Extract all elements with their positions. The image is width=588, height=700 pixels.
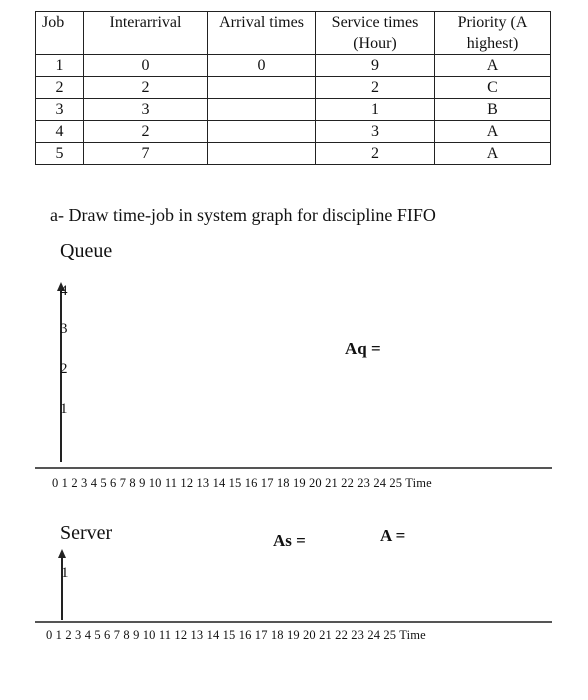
server-y-label: 1	[61, 565, 69, 581]
queue-y-label: 2	[60, 361, 68, 377]
cell-priority: A	[435, 143, 551, 165]
queue-y-label: 1	[60, 401, 68, 417]
queue-annotation-aq: Aq =	[345, 339, 381, 358]
header-job: Job	[36, 12, 84, 55]
table-row	[36, 143, 551, 165]
queue-x-axis	[35, 467, 552, 469]
header-service-times: Service times (Hour)	[316, 12, 435, 55]
table-row	[36, 55, 551, 77]
cell-service: 9	[316, 55, 435, 77]
cell-arrival	[208, 77, 316, 99]
cell-interarrival: 2	[84, 77, 208, 99]
cell-service: 1	[316, 99, 435, 121]
table-row	[36, 121, 551, 143]
cell-interarrival: 7	[84, 143, 208, 165]
header-arrival-times: Arrival times	[208, 12, 316, 55]
cell-service: 2	[316, 143, 435, 165]
cell-arrival	[208, 121, 316, 143]
cell-job: 1	[36, 55, 84, 77]
cell-job: 4	[36, 121, 84, 143]
cell-job: 2	[36, 77, 84, 99]
server-x-tick-labels: 0 1 2 3 4 5 6 7 8 9 10 11 12 13 14 15 16 17 18 19 20 21 22 23 24 25 Time	[46, 628, 426, 642]
cell-priority: A	[435, 121, 551, 143]
server-annotation-a: A =	[380, 526, 406, 545]
cell-service: 2	[316, 77, 435, 99]
cell-job: 3	[36, 99, 84, 121]
cell-priority: C	[435, 77, 551, 99]
question-text: a- Draw time-job in system graph for discipline FIFO	[50, 205, 436, 225]
cell-priority: B	[435, 99, 551, 121]
server-graph-title: Server	[60, 522, 113, 544]
server-x-axis	[35, 621, 552, 623]
job-table	[35, 11, 551, 165]
header-priority: Priority (A highest)	[435, 12, 551, 55]
table-row	[36, 77, 551, 99]
cell-priority: A	[435, 55, 551, 77]
table-row	[36, 99, 551, 121]
cell-interarrival: 3	[84, 99, 208, 121]
cell-interarrival: 2	[84, 121, 208, 143]
queue-y-label: 4	[60, 283, 68, 299]
queue-y-label: 3	[60, 321, 68, 337]
cell-interarrival: 0	[84, 55, 208, 77]
server-annotation-as: As =	[273, 531, 306, 550]
cell-arrival: 0	[208, 55, 316, 77]
cell-service: 3	[316, 121, 435, 143]
cell-arrival	[208, 99, 316, 121]
cell-arrival	[208, 143, 316, 165]
queue-graph-title: Queue	[60, 240, 113, 262]
header-interarrival: Interarrival	[84, 12, 208, 55]
table-header-row	[36, 12, 551, 55]
queue-x-tick-labels: 0 1 2 3 4 5 6 7 8 9 10 11 12 13 14 15 16 17 18 19 20 21 22 23 24 25 Time	[52, 476, 432, 490]
cell-job: 5	[36, 143, 84, 165]
